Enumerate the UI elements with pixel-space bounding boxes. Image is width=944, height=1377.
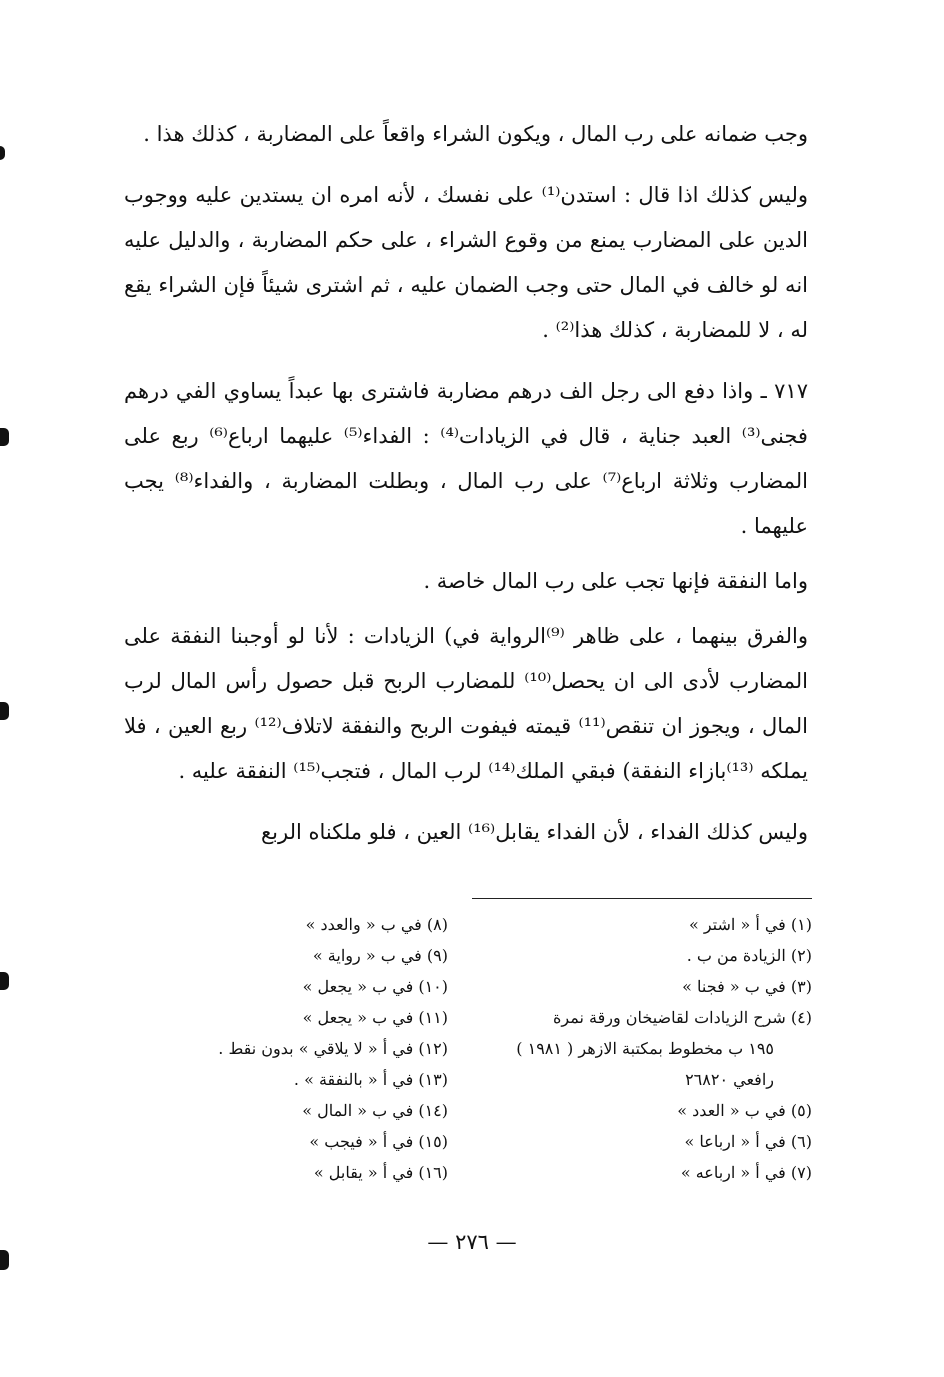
paragraph-1: وجب ضمانه على رب المال ، ويكون الشراء واقعاً على المضاربة ، كذلك هذا . [143,122,808,146]
footnote-8: (٨) في ب « والعدد » [305,915,448,934]
paragraph-5: والفرق بينهما ، على ظاهر ⁽⁹⁾الرواية في) الزيادات : لأنا لو أوجبنا النفقة على المضارب لأدى الى ان يحصل⁽¹⁰⁾ للمضارب الربح قبل حصول رأس المال لرب المال ، ويجوز ان تنقص⁽¹¹⁾ قيمته فيفوت الربح والنفقة لاتلاف⁽¹²⁾ ربع العين ، فلا يملكه ⁽¹³⁾بازاء النفقة) فبقي الملك⁽¹⁴⁾ لرب المال ، فتجب⁽¹⁵⁾ النفقة عليه . [124,624,808,783]
main-text [124,112,808,855]
footnote-14: (١٤) في ب « المال » [302,1101,448,1120]
scan-mark [0,428,9,446]
footnote-3: (٣) في ب « فجنا » [682,977,812,996]
paragraph-2: وليس كذلك اذا قال : استدن⁽¹⁾ على نفسك ، لأنه امره ان يستدين عليه ووجوب الدين على المضارب يمنع من وقوع الشراء ، على حكم المضاربة ، والدليل عليه انه لو خالف في المال حتى وجب الضمان عليه ، ثم اشترى شيئاً فإن الشراء يقع له ، لا للمضاربة ، كذلك هذا⁽²⁾ . [124,183,808,342]
footnote-1: (١) في أ « اشتر » [688,915,812,934]
footnote-9: (٩) في ب « رواية » [312,946,448,965]
footnote-4-continued: رافعي ٢٦٨٢٠ [685,1070,774,1089]
footnote-4: (٤) شرح الزيادات لقاضيخان ورقة نمرة [553,1008,812,1027]
footnote-15: (١٥) في أ « فيجب » [309,1132,448,1151]
footnote-6: (٦) في أ « ارباعا » [684,1132,812,1151]
footnote-divider [472,898,812,899]
footnote-13: (١٣) في أ « بالنفقة » . [293,1070,448,1089]
footnote-11: (١١) في ب « يجعل » [302,1008,448,1027]
footnote-16: (١٦) في أ « يقابل » [313,1163,448,1182]
page-number: — ٢٧٦ — [427,1230,517,1254]
footnotes-left-column [140,909,448,1188]
scan-mark [0,146,5,160]
scan-mark [0,1250,9,1270]
scan-mark [0,972,9,990]
footnote-7: (٧) في أ « ارباعه » [680,1163,812,1182]
footnote-10: (١٠) في ب « يجعل » [302,977,448,996]
footnote-4-continued: ١٩٥ ب مخطوط بمكتبة الازهر ( ١٩٨١ ) [516,1039,774,1058]
scan-mark [0,702,9,720]
paragraph-6: وليس كذلك الفداء ، لأن الفداء يقابل⁽¹⁶⁾ العين ، فلو ملكناه الربع [260,820,808,844]
footnote-2: (٢) الزيادة من ب . [686,946,812,965]
footnote-5: (٥) في ب « العدد » [677,1101,812,1120]
paragraph-3: ٧١٧ ـ واذا دفع الى رجل الف درهم مضاربة فاشترى بها عبداً يساوي الفي درهم فجنى⁽³⁾ العبد جناية ، قال في الزيادات⁽⁴⁾ : الفداء⁽⁵⁾ عليهما ارباع⁽⁶⁾ ربع على المضارب وثلاثة ارباع⁽⁷⁾ على رب المال ، وبطلت المضاربة ، والفداء⁽⁸⁾ يجب عليهما . [124,379,808,538]
footnote-12: (١٢) في أ « لا يلاقي » بدون نقط . [218,1039,448,1058]
paragraph-4: واما النفقة فإنها تجب على رب المال خاصة . [423,569,808,593]
footnotes-right-column [470,909,812,1188]
